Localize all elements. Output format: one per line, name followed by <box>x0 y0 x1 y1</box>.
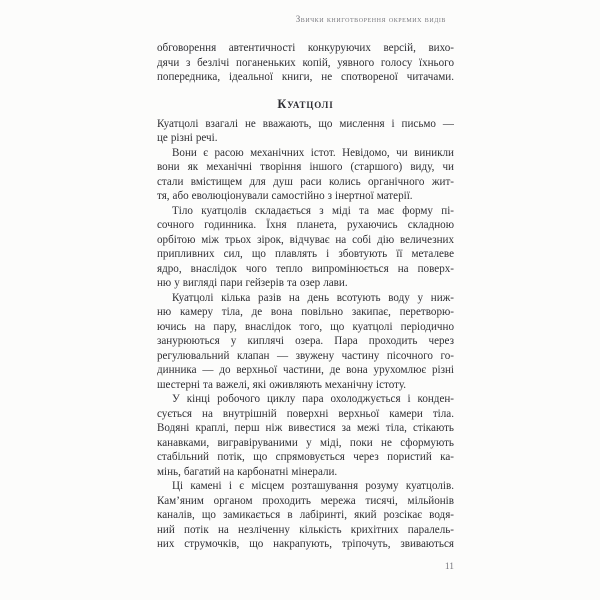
text-line: попередника, ідеальної книги, не спотвореної читачами. <box>157 71 454 83</box>
section-heading: Куатцолі <box>277 96 334 111</box>
text-line: Куатцолі взагалі не вважають, що мислення і письмо — <box>157 117 454 130</box>
text-line: Тіло куатцолів складається з міді та має форму пі- <box>172 204 454 217</box>
text-line: сується на внутрішній поверхні верхньої камери тіла. <box>157 407 454 420</box>
paragraph <box>157 117 454 146</box>
text-line: них струмочків, що накрапують, тріпочуть, звиваються <box>157 538 454 550</box>
running-head: Звички книготворення окремих видів <box>295 14 446 24</box>
text-line: занурюються у киплячі озера. Пара проходить через <box>157 335 454 347</box>
paragraph <box>157 291 454 393</box>
text-line: стали вмістищем для душ раси колись органічного жит- <box>157 175 454 188</box>
text-line: вони як механічні творіння іншого (старшого) виду, чи <box>157 161 454 173</box>
text-line: У кінці робочого циклу пара охолоджується і конден- <box>172 393 454 405</box>
text-line: Водяні краплі, перш ніж вивестися за межі тіла, стікають <box>157 422 454 434</box>
paragraph <box>157 479 454 552</box>
text-line: ню у вигляді пари гейзерів та озер лави. <box>157 277 348 289</box>
text-line: дячи з безлічі поганеньких копій, уявного голосу їхнього <box>157 56 454 69</box>
text-line: стабільний потік, що спрямовується через пористий ка- <box>157 451 454 463</box>
paragraph <box>157 392 454 479</box>
text-line: Куатцолі кілька разів на день всотують воду у ниж- <box>172 291 454 304</box>
paragraph-continuation <box>157 41 454 85</box>
text-line: обговорення автентичності конкуруючих версій, вихо- <box>157 42 454 54</box>
page-number: 11 <box>444 562 454 572</box>
text-line: орбітою між трьох зірок, відчуває на собі дію величезних <box>157 233 454 246</box>
text-line: Ці камені і є місцем розташування розуму куатцолів. <box>172 480 454 492</box>
paragraph <box>157 204 454 291</box>
text-line: ний потік на незліченну кількість крихітних паралель- <box>157 523 454 536</box>
body-text <box>157 41 454 552</box>
text-line: сочного годинника. Їхня планета, рухаючись складною <box>157 219 454 231</box>
text-line: регулювальний клапан — звужену частину пісочного го- <box>157 349 454 362</box>
text-line: ню камеру тіла, де вона повільно закипає, перетворю- <box>157 306 454 318</box>
text-line: Кам’яним органом проходить мережа тисячі, мільйонів <box>157 494 454 507</box>
paragraph <box>157 146 454 204</box>
text-line: динника — до верхньої частини, де вона урухомлює різні <box>157 364 454 376</box>
text-column <box>157 14 454 552</box>
text-line: канавками, вигравіруваними у міді, поки не сформують <box>157 436 454 449</box>
text-line: ючись на пару, внаслідок того, що куатцолі періодично <box>157 320 454 333</box>
text-line: мінь, багатий на карбонатні мінерали. <box>157 465 338 478</box>
text-line: каналів, що замикається в лабіринті, який розсікає водя- <box>157 509 454 521</box>
text-line: Вони є расою механічних істот. Невідомо, чи виникли <box>172 146 454 159</box>
text-line: тя, або еволюціонували самостійно з інертної матерії. <box>157 190 413 202</box>
text-line: припливних сил, що плавлять і збовтують її металеве <box>157 248 454 260</box>
text-line: це різні речі. <box>157 132 218 144</box>
text-line: шестерні та важелі, які оживляють механічну істоту. <box>157 378 407 391</box>
text-line: ядро, внаслідок чого тепло випромінюється на поверх- <box>157 262 454 275</box>
